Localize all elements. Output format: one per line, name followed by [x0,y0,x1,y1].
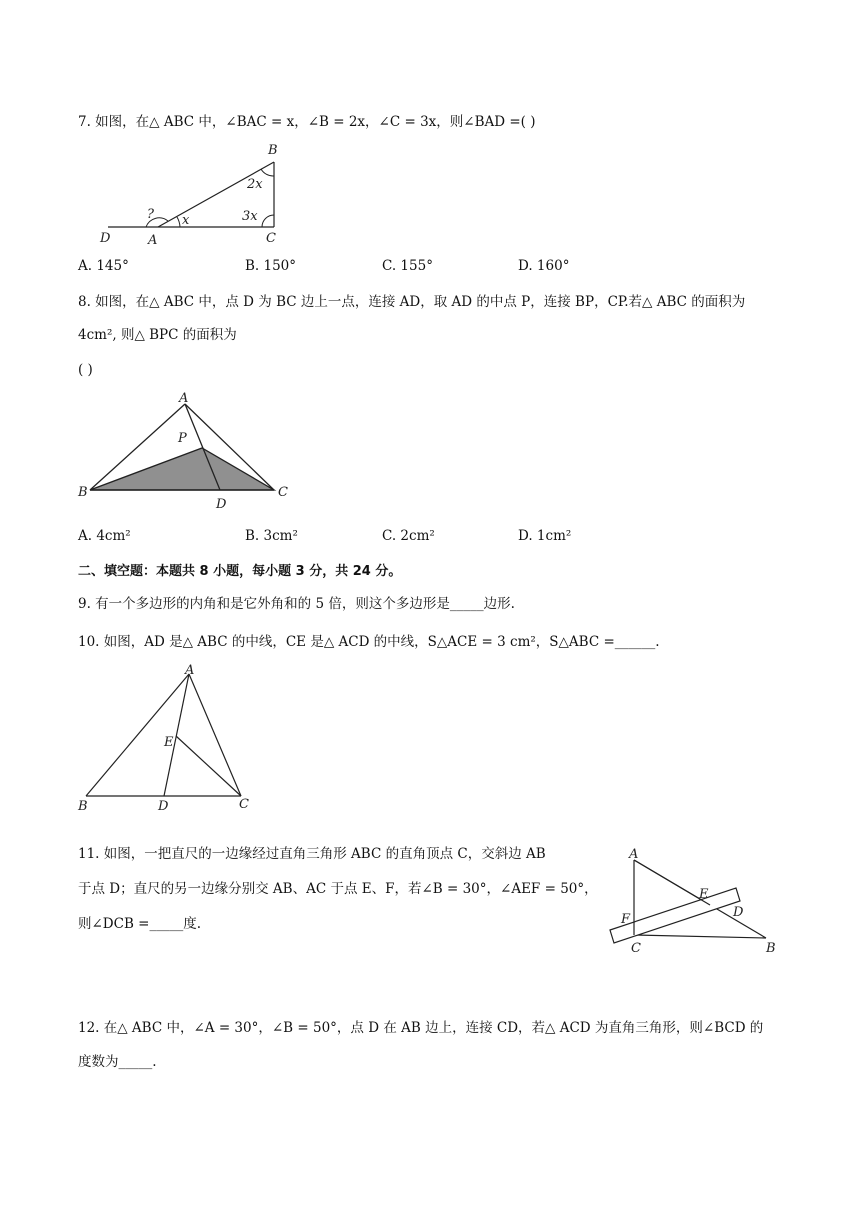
q7-option-c[interactable]: C. 155° [382,258,433,274]
q7-text: 7. 如图，在△ ABC 中，∠BAC = x，∠B = 2x，∠C = 3x，则∠BAD =( ) [78,114,536,130]
q8-label-p: P [178,431,187,446]
q8-option-d[interactable]: D. 1cm² [518,528,572,544]
q12-text-1: 12. 在△ ABC 中，∠A = 30°，∠B = 50°，点 D 在 AB 边上，连接 CD，若△ ACD 为直角三角形，则∠BCD 的 [78,1020,764,1036]
q11-text-3: 则∠DCB =_____度. [78,916,202,932]
q7-options [78,258,778,278]
q11-label-e: E [699,887,709,902]
q9-text: 9. 有一个多边形的内角和是它外角和的 5 倍，则这个多边形是_____边形. [78,596,515,612]
q11-label-d: D [733,905,744,920]
q11-text-2: 于点 D；直尺的另一边缘分别交 AB、AC 于点 E、F，若∠B = 30°，∠AEF = 50°， [78,881,598,897]
q7-label-a: A [148,233,158,248]
q7-option-b[interactable]: B. 150° [245,258,297,274]
q7-label-b: B [268,143,278,158]
q10-text: 10. 如图，AD 是△ ABC 的中线，CE 是△ ACD 的中线，S△ACE = 3 cm²，S△ABC =______. [78,634,660,650]
q8-option-c[interactable]: C. 2cm² [382,528,435,544]
q11-label-c: C [631,941,641,956]
q12-text-2: 度数为_____. [78,1054,157,1070]
q11-text-1: 11. 如图，一把直尺的一边缘经过直角三角形 ABC 的直角顶点 C，交斜边 AB [78,846,546,862]
q7-figure [96,138,296,250]
q8-label-b: B [78,485,88,500]
q7-angle-a: x [182,213,190,228]
q8-options [78,528,778,548]
q8-label-d: D [216,497,227,512]
q10-label-a: A [185,663,195,678]
q7-option-d[interactable]: D. 160° [518,258,570,274]
q8-label-c: C [278,485,288,500]
q10-label-b: B [78,799,88,814]
q8-option-a[interactable]: A. 4cm² [78,528,131,544]
q10-label-c: C [239,797,249,812]
q11-label-b: B [766,941,776,956]
q11-figure [600,840,800,960]
q11-label-a: A [629,847,639,862]
q7-label-c: C [266,231,276,246]
q7-label-d: D [100,231,111,246]
section-title: 二、填空题：本题共 8 小题，每小题 3 分，共 24 分。 [78,564,402,579]
q10-label-e: E [164,735,174,750]
q8-option-b[interactable]: B. 3cm² [245,528,298,544]
q7-angle-q: ? [147,207,154,222]
q8-text-2: 4cm², 则△ BPC 的面积为 [78,327,237,343]
q11-label-f: F [621,912,631,927]
q10-label-d: D [158,799,169,814]
q7-option-a[interactable]: A. 145° [78,258,129,274]
q8-text-1: 8. 如图，在△ ABC 中，点 D 为 BC 边上一点，连接 AD，取 AD 的中点 P，连接 BP，CP.若△ ABC 的面积为 [78,294,746,310]
q8-label-a: A [179,391,189,406]
q8-text-3: ( ) [78,362,93,378]
q8-figure [78,392,308,514]
q7-angle-c: 3x [242,209,258,224]
q7-angle-b: 2x [247,177,263,192]
q10-figure [78,664,268,814]
